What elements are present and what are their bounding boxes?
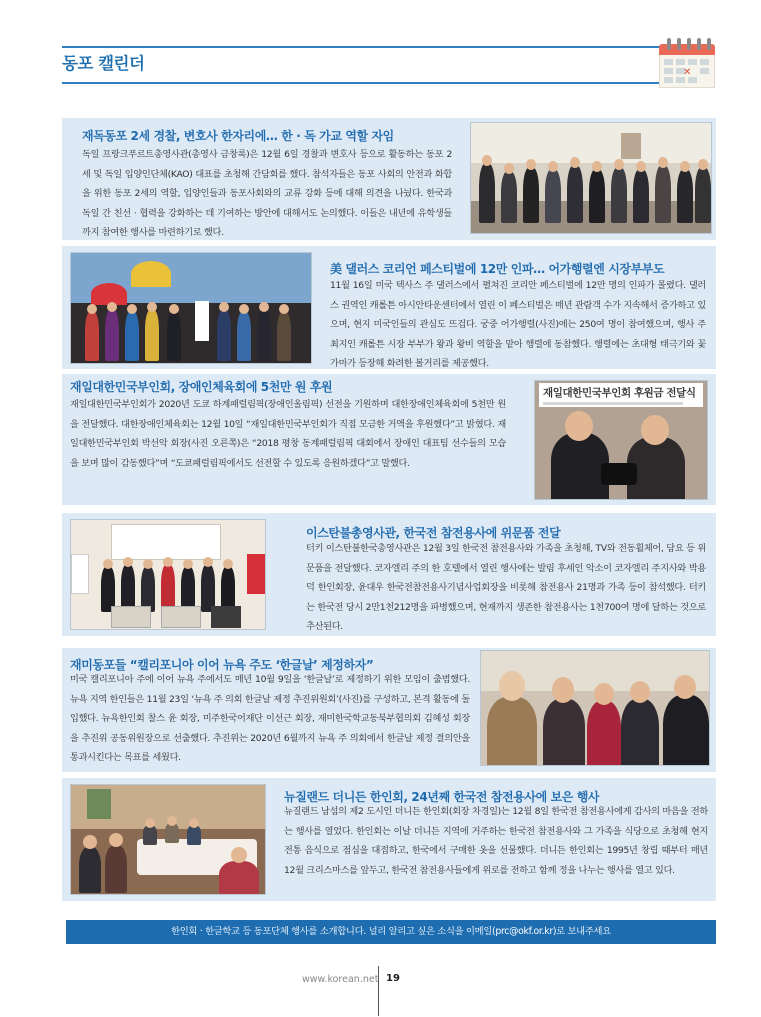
article-photo	[470, 122, 712, 234]
article-body: 터키 이스탄불한국총영사관은 12월 3일 한국전 참전용사와 가족을 초청해, TV와 전동휠체어, 담요 등 위문품을 전달했다. 코자엘리 주의 한 호텔에서 열린 행사에는 발림 후세인 악소이 코자엘리 주지사와 박용덕 한인회장, 윤대우 한국전참전용사기념사업회장을 비롯해 참전용사 21명과 가족 등이 참석했다. 터키는 한국전 당시 2만1천212명을 파병했으며, 현재까지 생존한 참전용사는 1천700여 명에 달하는 것으로 추산된다.	[306, 543, 706, 633]
article-panel	[62, 118, 716, 240]
article-title: 재미동포들 “캘리포니아 이어 뉴욕 주도 ‘한글날’ 제정하자”	[70, 658, 374, 672]
article-body: 미국 캘리포니아 주에 이어 뉴욕 주에서도 매년 10월 9일을 ‘한글날’로 제정하기 위한 모임이 출범했다. 뉴욕 지역 한인들은 11월 23일 ‘뉴욕 주 의회 한글날 제정 추진위원회’(사진)를 구성하고, 본격 활동에 돌입했다. 뉴욕한인회 찰스 윤 회장, 미주한국어재단 이선근 회장, 재미한국학교동북부협의회 김혜성 회장을 추진위 공동위원장으로 선출했다. 추진위는 2020년 6월까지 뉴욕 주 의회에서 한글날 제정 결의안을 통과시킨다는 목표를 세웠다.	[70, 674, 470, 764]
article-title: 재독동포 2세 경찰, 변호사 한자리에… 한 · 독 가교 역할 자임	[82, 129, 394, 143]
article-panel	[62, 246, 716, 369]
article-photo	[70, 519, 266, 630]
article-title: 재일대한민국부인회, 장애인체육회에 5천만 원 후원	[70, 380, 333, 394]
article-photo	[480, 650, 710, 766]
article-panel	[62, 513, 716, 636]
article-panel	[62, 374, 716, 505]
article-title: 뉴질랜드 더니든 한인회, 24년째 한국전 참전용사에 보은 행사	[284, 790, 600, 804]
header-rule-top	[62, 46, 660, 48]
article-body: 뉴질랜드 남섬의 제2 도시인 더니든 한인회(회장 차경일)는 12월 8일 한국전 참전용사에게 감사의 마음을 전하는 행사를 열었다. 한인회는 이날 더니든 지역에 거주하는 한국전 참전용사와 그 가족을 식당으로 초청해 현지 전통 음식으로 점심을 대접하고, 한국에서 구매한 옷을 선물했다. 더니든 한인회는 1995년 창립 때부터 매년 12월 크리스마스를 앞두고, 한국전 참전용사들에게 위로를 전하고 함께 정을 나누는 행사를 열고 있다.	[284, 806, 708, 876]
page-divider	[378, 966, 379, 1016]
page-site: www.korean.net	[302, 974, 379, 985]
article-photo	[534, 380, 708, 500]
photo-caption-banner	[539, 383, 703, 407]
article-panel	[62, 778, 716, 901]
photo-caption: 재일대한민국부인회 후원금 전달식	[543, 387, 696, 399]
footer-notice: 한인회 · 한글학교 등 동포단체 행사를 소개합니다. 널리 알리고 싶은 소식을 이메일(prc@okf.or.kr)로 보내주세요	[66, 920, 716, 944]
article-photo	[70, 252, 312, 364]
article-panel	[62, 648, 716, 772]
calendar-icon: ✕	[659, 38, 715, 88]
article-body: 독일 프랑크푸르트총영사관(총영사 금창록)은 12월 6일 경찰과 변호사 등으로 활동하는 동포 2세 및 독일 입양인단체(KAO) 대표를 초청해 간담회를 했다. 참석자들은 동포 사회의 안전과 화합을 위한 동포 2세의 역할, 입양인들과 동포사회와의 교류 강화 등에 대해 의견을 나눴다. 한국과 독일 간 친선 · 협력을 강화하는 데 기여하는 방안에 대해서도 논의했다. 이들은 내년에 유학생들까지 참여한 행사를 마련하기로 했다.	[82, 149, 452, 239]
article-title: 이스탄불총영사관, 한국전 참전용사에 위문품 전달	[306, 526, 561, 540]
article-body: 재일대한민국부인회가 2020년 도쿄 하계패럴림픽(장애인올림픽) 선전을 기원하며 대한장애인체육회에 5천만 원을 전달했다. 대한장애인체육회는 12월 10일 “재일대한민국부인회가 직접 모금한 거액을 후원했다”고 밝혔다. 재일대한민국부인회 박선악 회장(사진 오른쪽)은 “2018 평창 동계패럴림픽 대회에서 장애인 대표팀 선수들의 모습을 보며 많이 감동했다”며 “도쿄패럴림픽에서도 선전할 수 있도록 응원하겠다”고 말했다.	[70, 399, 506, 469]
article-title: 美 댈러스 코리언 페스티벌에 12만 인파… 어가행렬엔 시장부부도	[330, 262, 665, 276]
page-title: 동포 캘린더	[62, 54, 145, 73]
header-rule-bottom	[62, 82, 660, 84]
page-number: 19	[386, 973, 400, 984]
article-body: 11월 16일 미국 텍사스 주 댈러스에서 펼쳐진 코리안 페스티벌에 12만 명의 인파가 몰렸다. 댈러스 권역인 캐롤튼 아시안타운센터에서 열린 이 페스티벌은 매년 관람객 수가 지속해서 증가하고 있으며, 현지 미국인들의 관심도 뜨겁다. 궁중 어가행렬(사진)에는 250여 명이 참여했으며, 행사 주최지인 캐롤튼 시장 부부가 왕과 왕비 역할을 맡아 행렬에 동참했다. 행렬에는 초대형 태극기와 꽃가마가 등장해 화려한 볼거리를 제공했다.	[330, 280, 706, 370]
article-photo	[70, 784, 266, 895]
